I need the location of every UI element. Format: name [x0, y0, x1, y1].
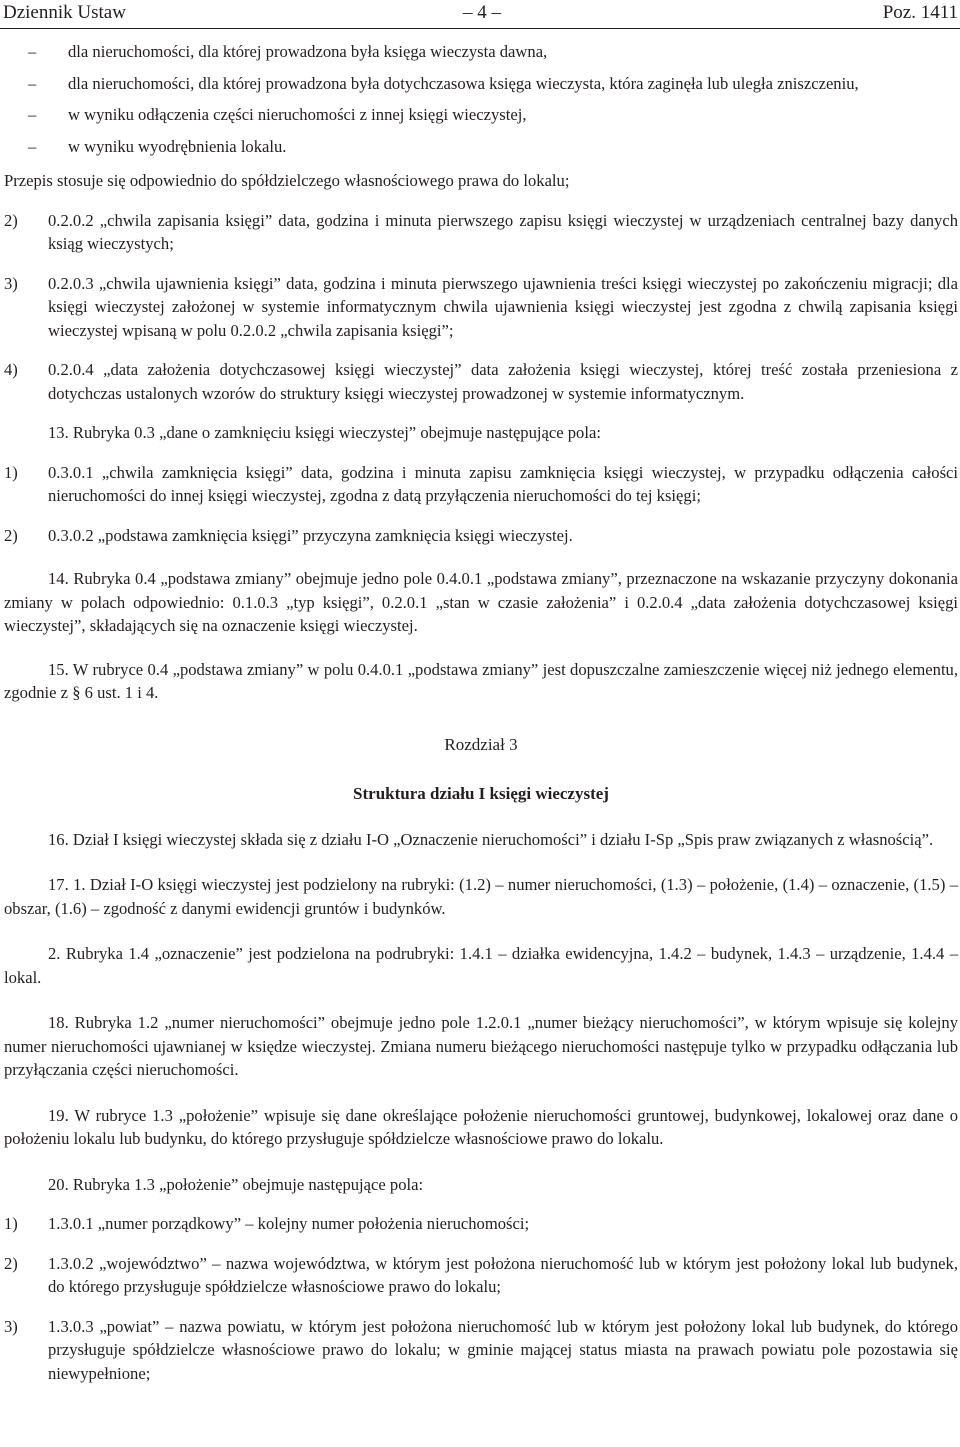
- item-number: 4): [4, 360, 18, 379]
- dash-item: – w wyniku odłączenia części nieruchomości z innej księgi wieczystej,: [4, 103, 958, 127]
- list-item: [4, 1252, 958, 1299]
- item-text: 1.3.0.2 „województwo” – nazwa województwa, w którym jest położona nieruchomość lub w którym jest położony lokal lub budynek, do którego przysługuje spółdzielcze własnościowe prawo do lokalu;: [48, 1253, 958, 1296]
- dash-item: – dla nieruchomości, dla której prowadzona była księga wieczysta dawna,: [4, 40, 958, 64]
- chapter-title: Struktura działu I księgi wieczystej: [353, 784, 609, 803]
- item-text: 0.2.0.3 „chwila ujawnienia księgi” data, godzina i minuta pierwszego ujawnienia treści księgi wieczystej po zakończeniu migracji; dla księgi wieczystej założonej w systemie informatycznym chwila ujawnienia księgi wieczystej jest zgodna z chwilą zapisania księgi wieczystej wpisaną w polu 0.2.0.2 „chwila zapisania księgi”;: [48, 273, 958, 340]
- item-number: 1): [4, 462, 18, 482]
- item-text: 0.2.0.2 „chwila zapisania księgi” data, godzina i minuta pierwszego zapisu księgi wieczystej w urządzeniach centralnej bazy danych ksiąg wieczystych;: [48, 210, 958, 253]
- item-text: 1.3.0.3 „powiat” – nazwa powiatu, w którym jest położona nieruchomość lub w którym jest położony lokal lub budynek, do którego przysługuje spółdzielcze własnościowe prawo do lokalu; w gminie mającej status miasta na prawach powiatu pole pozostawia się niewypełnione;: [48, 1316, 958, 1383]
- dash-list: [4, 40, 958, 158]
- item-number: 3): [4, 1316, 18, 1336]
- item-text: 0.3.0.2 „podstawa zamknięcia księgi” przyczyna zamknięcia księgi wieczystej.: [48, 525, 573, 545]
- item-text: 0.2.0.4 „data założenia dotychczasowej księgi wieczystej” data założenia księgi wieczystej, której treść została przeniesiona z dotychczas ustalonych wzorów do struktury księgi wieczystej prowadzonej w systemie informatycznym.: [48, 360, 958, 403]
- page-header: [0, 0, 960, 29]
- list-item: [4, 461, 958, 508]
- list-item: [4, 524, 958, 548]
- paragraph-19: 19. W rubryce 1.3 „położenie” wpisuje się dane określające położenie nieruchomości gruntowej, budynkowej, lokalowej oraz dane o położeniu lokalu lub budynku, do którego przysługuje spółdzielcze własnościowe prawo do lokalu.: [4, 1105, 958, 1148]
- paragraph-przepis: Przepis stosuje się odpowiednio do spółdzielczego własnościowego prawa do lokalu;: [4, 171, 570, 190]
- paragraph-17-1: 17. 1. Dział I-O księgi wieczystej jest podzielony na rubryki: (1.2) – numer nieruchomości, (1.3) – położenie, (1.4) – oznaczenie, (1.5) – obszar, (1.6) – zgodność z danymi ewidencji gruntów i budynków.: [4, 875, 958, 918]
- item-text: 1.3.0.1 „numer porządkowy” – kolejny numer położenia nieruchomości;: [48, 1214, 530, 1233]
- dash-item: – dla nieruchomości, dla której prowadzona była dotychczasowa księga wieczysta, która zaginęła lub uległa zniszczeniu,: [4, 72, 958, 96]
- dash-item: – w wyniku wyodrębnienia lokalu.: [4, 135, 958, 159]
- item-text: 0.3.0.1 „chwila zamknięcia księgi” data, godzina i minuta zapisu zamknięcia księgi wieczystej, w przypadku odłączenia całości nieruchomości do innej księgi wieczystej, zgodna z datą przyłączenia nieruchomości do tej księgi;: [48, 462, 958, 505]
- paragraph-18: 18. Rubryka 1.2 „numer nieruchomości” obejmuje jedno pole 1.2.0.1 „numer bieżący nieruchomości”, w którym wpisuje się kolejny numer nieruchomości ujawnianej w księdze wieczystej. Zmiana numeru bieżącego nieruchomości następuje tylko w przypadku odłączania lub przyłączania części nieruchomości.: [4, 1013, 958, 1079]
- page-number: – 4 –: [463, 2, 501, 23]
- list-item: [4, 272, 958, 343]
- paragraph-17-2: 2. Rubryka 1.4 „oznaczenie” jest podzielona na podrubryki: 1.4.1 – działka ewidencyjna, 1.4.2 – budynek, 1.4.3 – urządzenie, 1.4.4 – lokal.: [4, 944, 958, 987]
- journal-title: Dziennik Ustaw: [3, 2, 126, 23]
- item-number: 2): [4, 210, 18, 230]
- chapter-label: Rozdział 3: [444, 734, 518, 754]
- item-number: 1): [4, 1214, 18, 1233]
- paragraph-14: 14. Rubryka 0.4 „podstawa zmiany” obejmuje jedno pole 0.4.0.1 „podstawa zmiany”, przeznaczone na wskazanie przyczyny dokonania zmiany w polach odpowiednio: 0.1.0.3 „typ księgi”, 0.2.0.1 „stan w czasie założenia” i 0.2.0.4 „data założenia dotychczasowej księgi wieczystej”, składających się na oznaczenie księgi wieczystej.: [4, 569, 958, 635]
- item-number: 2): [4, 525, 18, 545]
- list-item: [4, 1315, 958, 1386]
- list-item: [4, 358, 958, 405]
- item-number: 2): [4, 1253, 18, 1273]
- position-number: Poz. 1411: [882, 2, 958, 23]
- item-number: 3): [4, 273, 18, 293]
- list-item: [4, 1212, 958, 1236]
- document-body: [4, 40, 958, 1385]
- paragraph-16: 16. Dział I księgi wieczystej składa się z działu I-O „Oznaczenie nieruchomości” i działu I-Sp „Spis praw związanych z własnością”.: [48, 829, 934, 849]
- paragraph-13: 13. Rubryka 0.3 „dane o zamknięciu księgi wieczystej” obejmuje następujące pola:: [48, 423, 601, 442]
- paragraph-20: 20. Rubryka 1.3 „położenie” obejmuje następujące pola:: [48, 1174, 424, 1194]
- list-item: [4, 209, 958, 256]
- paragraph-15: 15. W rubryce 0.4 „podstawa zmiany” w polu 0.4.0.1 „podstawa zmiany” jest dopuszczalne zamieszczenie więcej niż jednego elementu, zgodnie z § 6 ust. 1 i 4.: [4, 659, 958, 702]
